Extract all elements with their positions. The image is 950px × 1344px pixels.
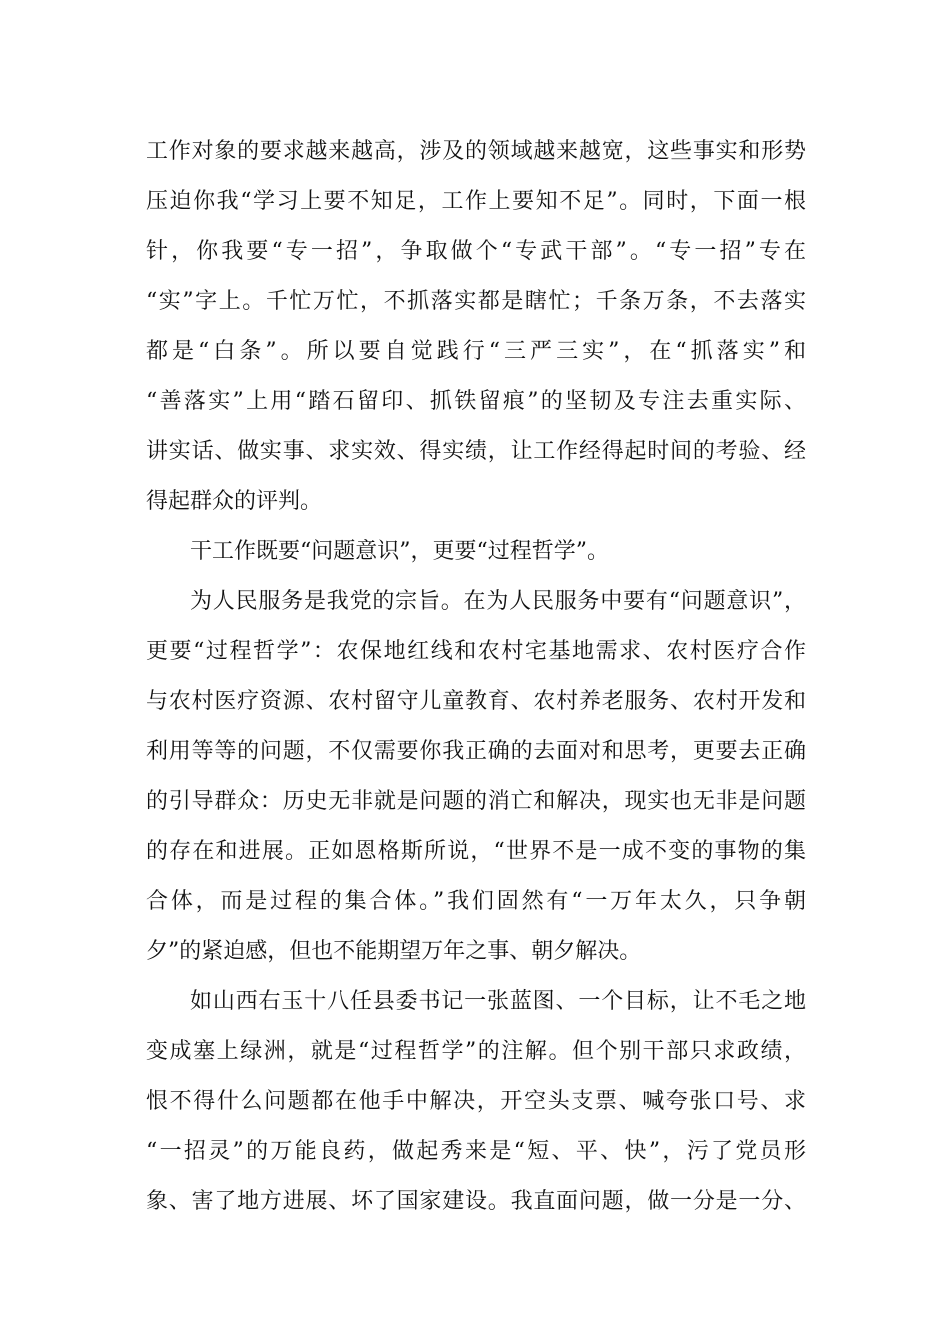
text-line: 利用等等的问题，不仅需要你我正确的去面对和思考，更要去正确 [146,739,806,764]
text-line: 夕”的紧迫感，但也不能期望万年之事、朝夕解决。 [146,939,642,964]
body-text [146,127,806,1227]
text-line: 得起群众的评判。 [146,489,323,514]
text-line: 与农村医疗资源、农村留守儿童教育、农村养老服务、农村开发和 [146,689,806,714]
text-line: 干工作既要“问题意识”，更要“过程哲学”。 [190,539,609,564]
text-line: “一招灵”的万能良药，做起秀来是“短、平、快”，污了党员形 [146,1139,806,1164]
text-line: 压迫你我“学习上要不知足，工作上要知不足”。同时，下面一根 [146,189,806,214]
text-line: 恨不得什么问题都在他手中解决，开空头支票、喊夸张口号、求 [146,1089,806,1114]
text-line: 的存在和进展。正如恩格斯所说，“世界不是一成不变的事物的集 [146,839,806,864]
text-line: 合体，而是过程的集合体。”我们固然有“一万年太久，只争朝 [146,889,806,914]
text-line: 如山西右玉十八任县委书记一张蓝图、一个目标，让不毛之地 [190,989,806,1014]
text-line: 象、害了地方进展、坏了国家建设。我直面问题，做一分是一分、 [146,1189,806,1214]
text-line: 讲实话、做实事、求实效、得实绩，让工作经得起时间的考验、经 [146,439,806,464]
text-line: 都是“白条”。所以要自觉践行“三严三实”，在“抓落实”和 [146,339,806,364]
text-line: 更要“过程哲学”：农保地红线和农村宅基地需求、农村医疗合作 [146,639,806,664]
text-line: “善落实”上用“踏石留印、抓铁留痕”的坚韧及专注去重实际、 [146,389,806,414]
text-line: 为人民服务是我党的宗旨。在为人民服务中要有“问题意识”， [190,589,806,614]
text-line: 针，你我要“专一招”，争取做个“专武干部”。“专一招”专在 [146,239,806,264]
text-line: “实”字上。千忙万忙，不抓落实都是瞎忙；千条万条，不去落实 [146,289,806,314]
text-line: 变成塞上绿洲，就是“过程哲学”的注解。但个别干部只求政绩， [146,1039,806,1064]
text-line: 工作对象的要求越来越高，涉及的领域越来越宽，这些事实和形势 [146,139,806,164]
text-line: 的引导群众：历史无非就是问题的消亡和解决，现实也无非是问题 [146,789,806,814]
